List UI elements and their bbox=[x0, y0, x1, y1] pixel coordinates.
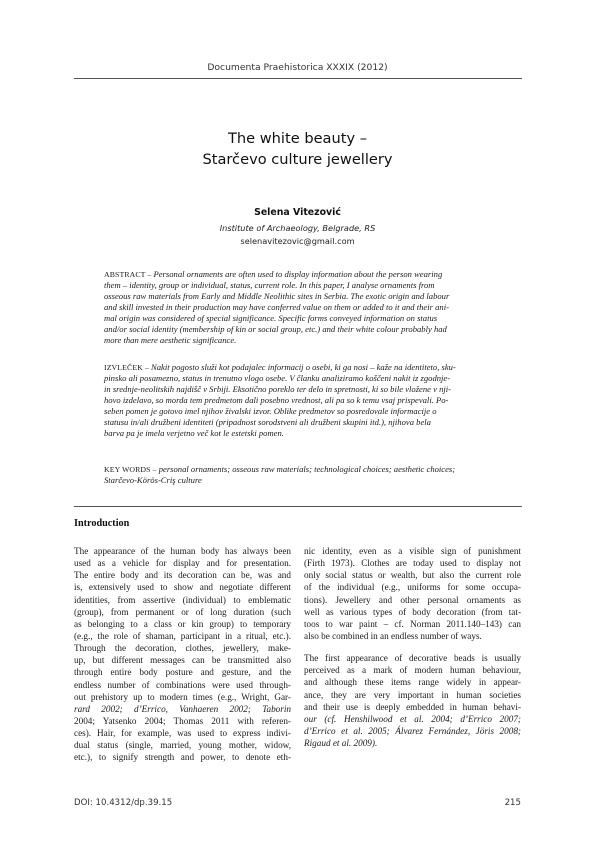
izvlecek-line: seben pomen je gotovo imel njihov živalski izvor. Oblike predmetov so posredovale informacije o bbox=[104, 406, 437, 416]
body-line: of the individual (e.g., uniforms for some occupa- bbox=[304, 582, 521, 593]
body-line: Through the decoration, clothes, jewellery, make- bbox=[74, 643, 291, 654]
section-rule bbox=[74, 506, 522, 507]
body-line: also be combined in an endless number of ways. bbox=[304, 630, 482, 641]
keywords-line: personal ornaments; osseous raw materials; technological choices; aesthetic choices; bbox=[158, 464, 456, 474]
abstract-line: Personal ornaments are often used to display information about the person wearing bbox=[153, 269, 443, 279]
header-rule bbox=[74, 78, 522, 79]
author-name: Selena Vitezović bbox=[254, 207, 341, 218]
izvlecek-line: hovo izdelavo, so morda tem predmetom dali posebno vrednost, ali pa so k temu vsaj prispevali. Po- bbox=[104, 395, 449, 405]
body-line: Rigaud et al. 2009). bbox=[304, 738, 378, 749]
title-line: The white beauty – bbox=[227, 130, 368, 147]
izvlecek-label: IZVLEČEK – bbox=[104, 363, 152, 372]
body-line: etc.), to signify strength and power, to denote eth- bbox=[74, 752, 291, 763]
izvlecek-line: pinsko ali posamezno, status in trenutno vlogo osebe. V članku analiziramo koščeni nakit iz zgodnje- bbox=[104, 373, 451, 383]
body-line: tions). Jewellery and other personal ornaments as bbox=[304, 594, 521, 605]
body-line: endless number of combinations were used through- bbox=[74, 679, 291, 690]
paragraph-gap bbox=[304, 642, 521, 652]
article-title bbox=[0, 128, 595, 170]
body-line: The entire body and its decoration can be, was and bbox=[74, 570, 291, 581]
abstract-line: them – identity, group or individual, status, current role. In this paper, I analyse ornaments from bbox=[104, 280, 435, 290]
body-line: well as various types of body decoration (from tat- bbox=[304, 606, 521, 617]
body-line: (Firth 1973). Clothes are today used to display not bbox=[304, 558, 521, 569]
body-line: perceived as a mark of modern human behaviour, bbox=[304, 665, 521, 676]
abstract bbox=[104, 269, 494, 346]
body-line: (group), from permanent or of long duration (such bbox=[74, 606, 291, 617]
author-email[interactable]: selenavitezovic@gmail.com bbox=[240, 236, 355, 246]
body-line: toos to war paint – cf. Norman 2011.140–143) can bbox=[304, 618, 521, 629]
body-line: through entire body posture and gesture, and the bbox=[74, 667, 291, 678]
intro-left-column bbox=[74, 545, 291, 764]
izvlecek-line: in srednje-neolitskih najdišč v Srbiji. Eksotično poreklo ter delo in spretnosti, ki so bile vložene v nji- bbox=[104, 384, 452, 394]
journal-header: Documenta Praehistorica XXXIX (2012) bbox=[207, 62, 388, 73]
izvlecek-line: Nakit pogosto služi kot podajalec informacij o osebi, ki ga nosi – kaže na identiteto, sku- bbox=[151, 362, 456, 372]
section-heading: Introduction bbox=[74, 518, 130, 529]
izvlecek-line: barva pa je imela verjetno več kot le estetski pomen. bbox=[104, 428, 284, 438]
abstract-label: ABSTRACT – bbox=[104, 270, 154, 279]
title-line: Starčevo culture jewellery bbox=[202, 151, 393, 168]
body-line: (e.g., the role of shaman, participant in a ritual, etc.). bbox=[74, 630, 291, 641]
page-number: 215 bbox=[504, 798, 521, 808]
body-line: only social status or wealth, but also the current role bbox=[304, 570, 521, 581]
keywords-label: KEY WORDS – bbox=[104, 465, 159, 474]
body-line: d’Errico et al. 2005; Álvarez Fernández, Jöris 2008; bbox=[304, 725, 521, 736]
body-line: identities, from assertive (individual) to emblematic bbox=[74, 594, 291, 605]
doi[interactable]: DOI: 10.4312/dp.39.15 bbox=[74, 798, 173, 808]
body-line: The appearance of the human body has always been bbox=[74, 546, 291, 556]
body-line: ces). Hair, for example, was used to express indivi- bbox=[74, 728, 291, 739]
body-line: dual status (single, married, young mother, widow, bbox=[74, 740, 291, 751]
body-line: and although these items range widely in appear- bbox=[304, 677, 521, 688]
body-line: The first appearance of decorative beads is usually bbox=[304, 653, 521, 664]
author-affiliation: Institute of Archaeology, Belgrade, RS bbox=[219, 223, 376, 233]
body-line: is, extensively used to show and negotiate different bbox=[74, 582, 291, 593]
abstract-line: more than mere aesthetic significance. bbox=[104, 335, 237, 345]
body-line: up, but different messages can be transmitted also bbox=[74, 655, 291, 666]
abstract-line: osseous raw materials from Early and Middle Neolithic sites in Serbia. The exotic origin and labour bbox=[104, 291, 450, 301]
body-line: ance, they are very important in human societies bbox=[304, 689, 521, 700]
body-line: and their use is deeply embedded in human behavi- bbox=[304, 701, 521, 712]
izvlecek bbox=[104, 362, 494, 439]
body-line: 2004; Yatsenko 2004; Thomas 2011 with referen- bbox=[74, 715, 291, 726]
body-line: used as a vehicle for display and for presentation. bbox=[74, 558, 291, 569]
body-line: rard 2002; d’Errico, Vanhaeren 2002; Taborin bbox=[74, 703, 291, 714]
body-line: out prehistory up to modern times (e.g., Wright, Gar- bbox=[74, 691, 291, 702]
intro-right-column bbox=[304, 545, 521, 749]
keywords-line: Starčevo-Körös-Criş culture bbox=[104, 475, 202, 485]
abstract-line: and skill invested in their production may have conferred value on them or added to it and their ani- bbox=[104, 302, 449, 312]
body-line: as belonging to a class or kin group) to temporary bbox=[74, 618, 291, 629]
body-line: nic identity, even as a visible sign of punishment bbox=[304, 546, 521, 556]
abstract-line: mal origin was considered of special significance. Specific forms conveyed information on status bbox=[104, 313, 438, 323]
izvlecek-line: statusu in/ali družbeni identiteti (pripadnost sorodstveni ali družbeni skupini itd.), njihova bela bbox=[104, 417, 431, 427]
body-line: our (cf. Henshilwood et al. 2004; d’Errico 2007; bbox=[304, 713, 521, 724]
abstract-line: and/or social identity (membership of kin or social group, etc.) and their white colour probably had bbox=[104, 324, 447, 334]
keywords bbox=[104, 464, 494, 486]
